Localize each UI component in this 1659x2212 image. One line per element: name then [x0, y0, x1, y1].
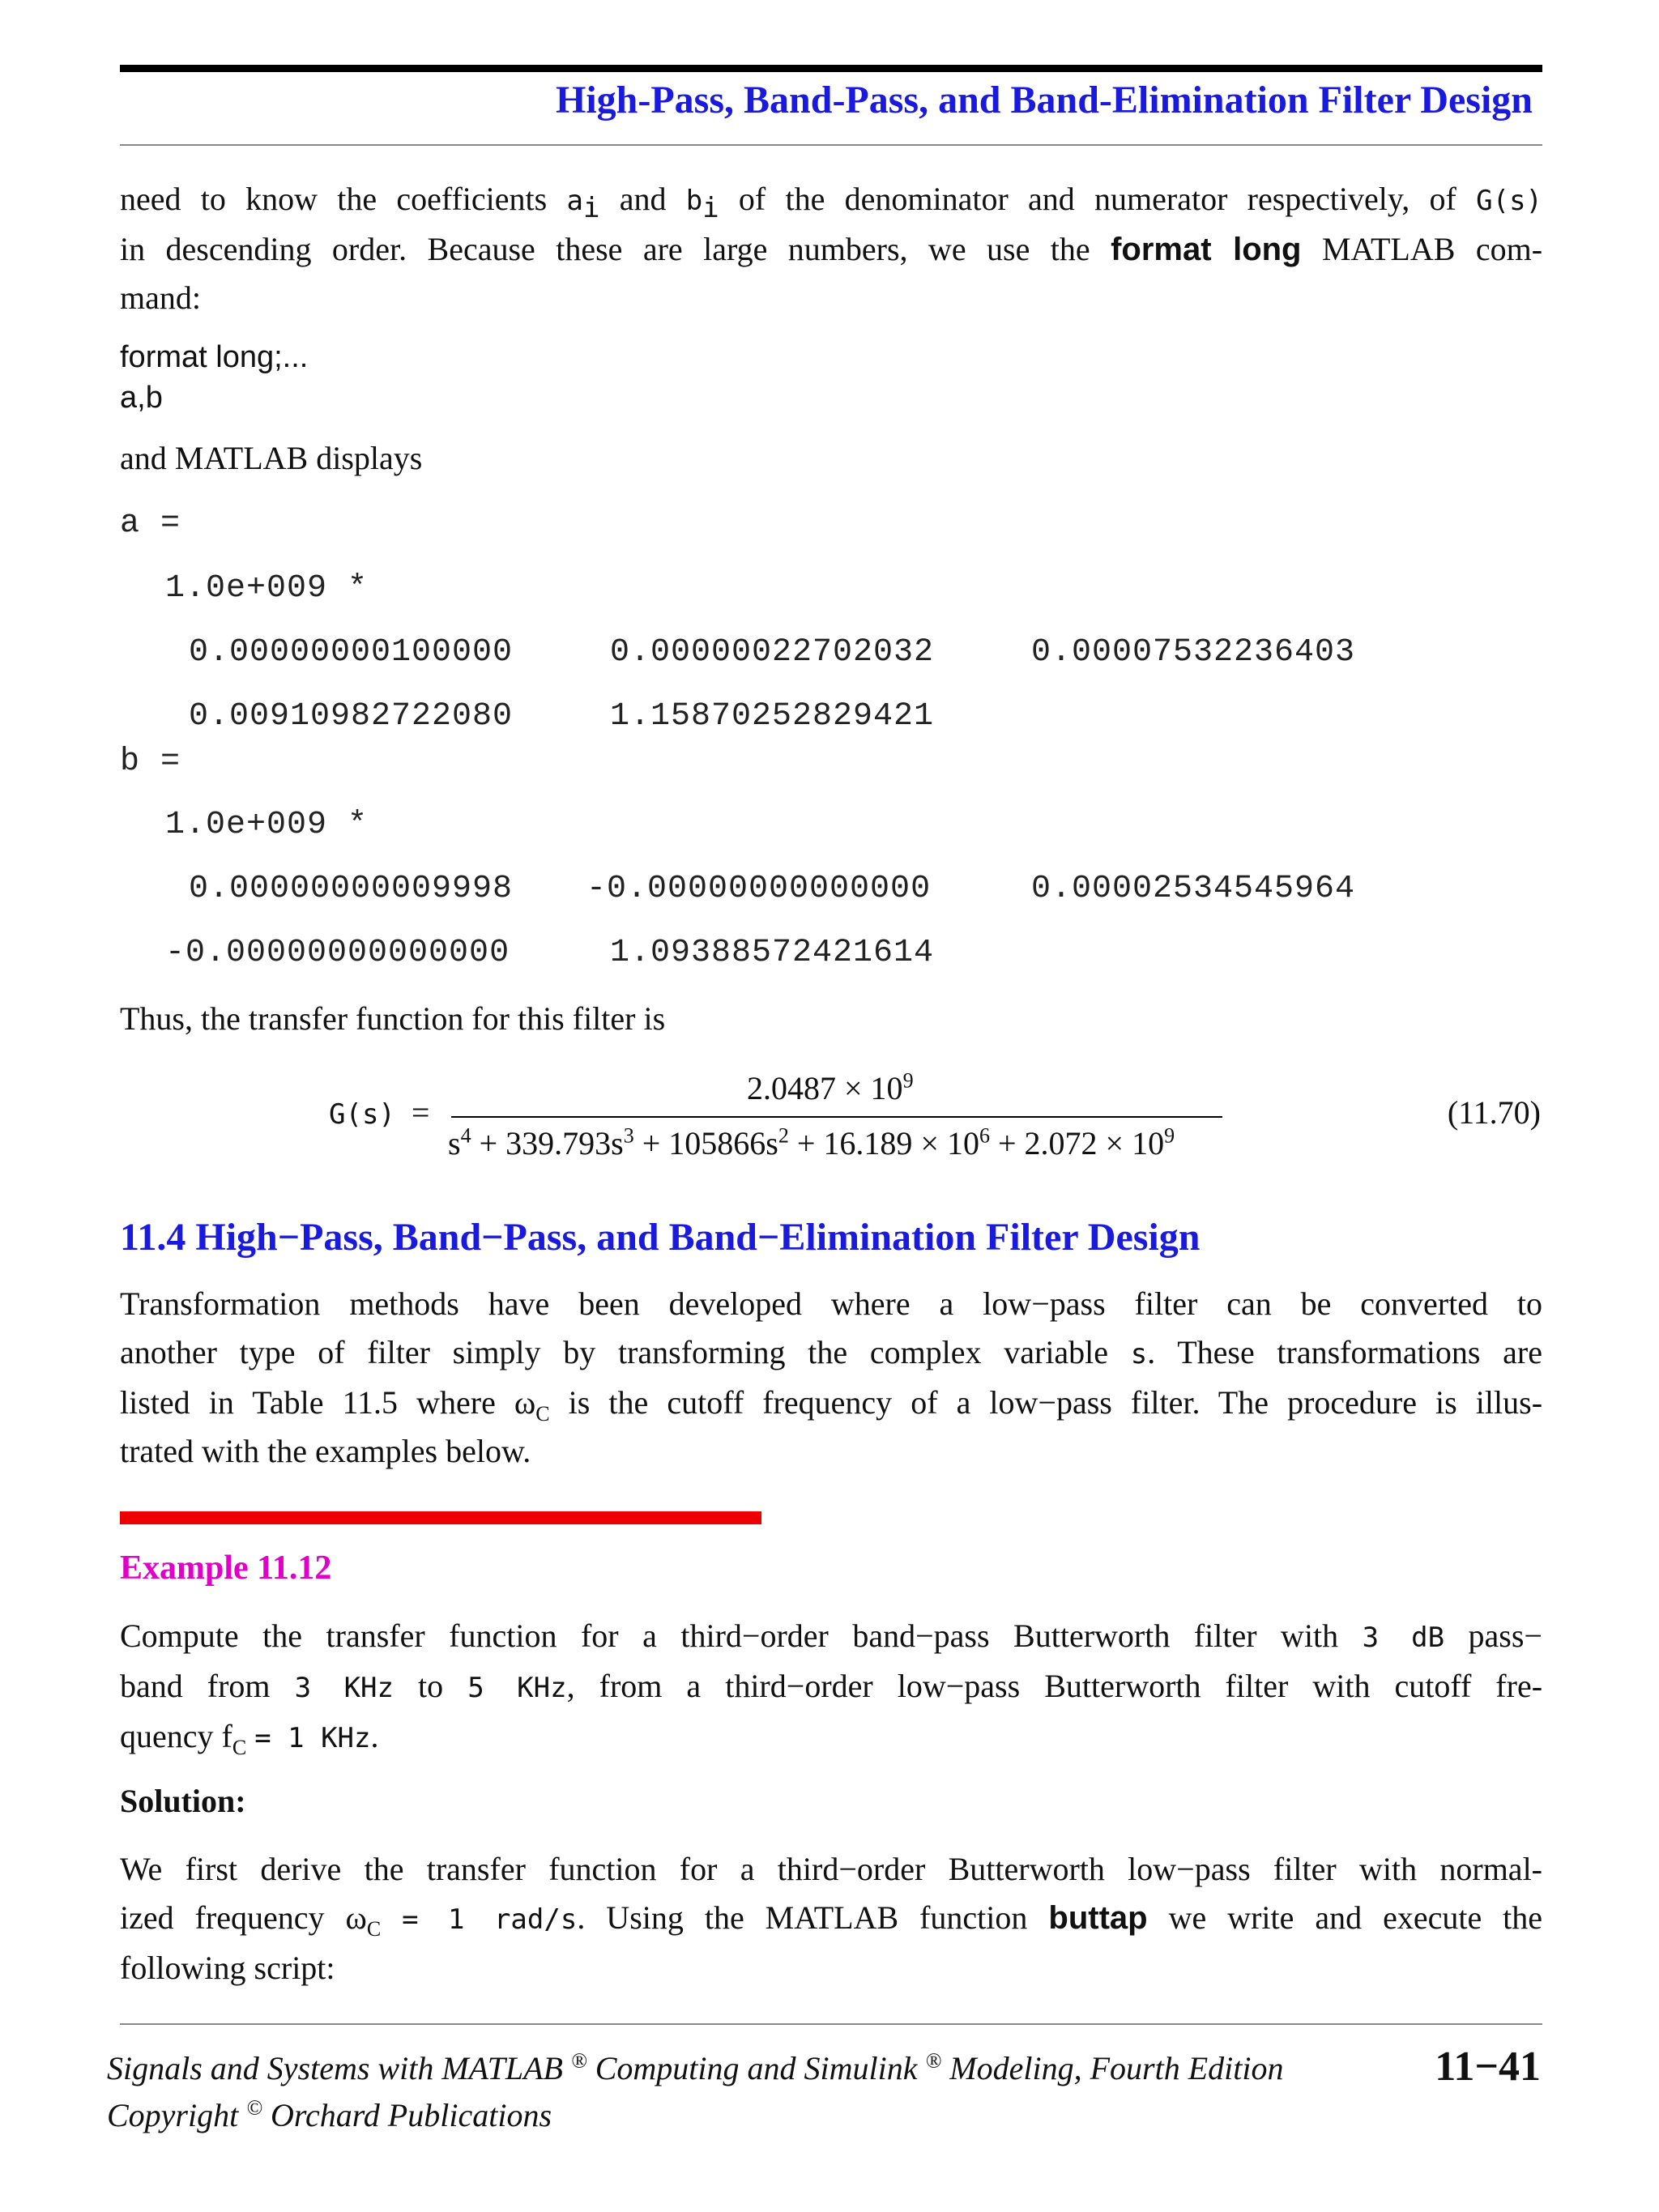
output-b-value: 0.00000000009998 [189, 871, 514, 907]
equation-denominator: $s^4 + 339.793s^3 + 105866s^2 + 16.189 \times 10^6 + 2.072 \times 10^9$ [448, 1123, 1175, 1161]
output-b-scale: 1.0e+009 * [165, 807, 369, 843]
header-top-rule [120, 65, 1542, 72]
footer-rule [120, 2023, 1542, 2025]
section-paragraph [120, 1280, 1542, 1476]
format-long-command: format long [1111, 232, 1302, 267]
section-heading: 11.4 High−Pass, Band−Pass, and Band−Elimination Filter Design [120, 1216, 1201, 1259]
example-line-1: Compute the transfer function for a third−order band−pass Butterworth filter with 3 dB pass− [120, 1617, 1542, 1654]
example-heading: Example 11.12 [120, 1549, 332, 1587]
equation-lhs: G(s) = [329, 1094, 430, 1131]
output-a-scale: 1.0e+009 * [165, 570, 369, 607]
solution-line-3: following script: [120, 1950, 335, 1986]
intro-line-1: need to know the coefficients $a_i$ and $b_i$ of the denominator and numerator respectively, of G(s) [120, 181, 1543, 224]
equation-numerator: $2.0487 \times 10^9$ [747, 1068, 914, 1106]
solution-line-1: We first derive the transfer function for a third−order Butterworth low−pass filter with normal- [120, 1851, 1542, 1887]
matlab-displays-text: and MATLAB displays [120, 440, 423, 476]
output-a-value: 1.15870252829421 [610, 698, 935, 735]
example-paragraph [120, 1612, 1542, 1762]
intro-line-3: mand: [120, 279, 201, 316]
fraction-bar [451, 1116, 1222, 1118]
page-number: 11−41 [1435, 2044, 1541, 2090]
buttap-command: buttap [1048, 1900, 1148, 1936]
section-line-3: listed in Table 11.5 where $\omega_C$ is the cutoff frequency of a low−pass filter. The procedure is illus- [120, 1384, 1543, 1426]
header-bottom-rule [120, 144, 1542, 146]
section-line-1: Transformation methods have been developed where a low−pass filter can be converted to [120, 1285, 1542, 1322]
output-b-label: b = [120, 744, 181, 780]
output-b-value: -0.00000000000000 [586, 871, 932, 907]
output-b-value: -0.00000000000000 [165, 935, 510, 971]
output-b-value: 0.00002534545964 [1031, 871, 1356, 907]
code-line-format-long: format long;... [120, 340, 309, 374]
example-line-2: band from 3 KHz to 5 KHz, from a third−order low−pass Butterworth filter with cutoff fre- [120, 1668, 1543, 1704]
solution-line-2: ized frequency $\omega_C = 1$ rad/s. Using the MATLAB function buttap we write and execute the [120, 1899, 1543, 1941]
code-line-ab: a,b [120, 381, 163, 415]
running-header-title: High-Pass, Band-Pass, and Band-Elimination Filter Design [556, 79, 1533, 121]
intro-line-2: in descending order. Because these are large numbers, we use the format long MATLAB com- [120, 231, 1543, 267]
output-a-value: 0.00000000100000 [189, 634, 514, 671]
output-a-label: a = [120, 505, 181, 542]
example-divider-bar [120, 1511, 761, 1524]
footer-book-title: Signals and Systems with MATLAB ® Computing and Simulink ® Modeling, Fourth Edition [107, 2048, 1284, 2086]
solution-heading: Solution: [120, 1783, 246, 1819]
solution-paragraph [120, 1845, 1542, 1993]
equation-number: (11.70) [1447, 1094, 1541, 1131]
output-a-value: 0.00007532236403 [1031, 634, 1356, 671]
footer-copyright: Copyright © Orchard Publications [107, 2095, 552, 2133]
intro-paragraph [120, 175, 1542, 322]
section-line-2: another type of filter simply by transforming the complex variable s. These transformations are [120, 1334, 1543, 1370]
thus-text: Thus, the transfer function for this filter is [120, 1000, 666, 1037]
output-b-value: 1.09388572421614 [610, 935, 935, 971]
section-line-4: trated with the examples below. [120, 1433, 531, 1469]
output-a-value: 0.00000022702032 [610, 634, 935, 671]
output-a-value: 0.00910982722080 [189, 698, 514, 735]
example-line-3: quency $f_C = 1$ KHz. [120, 1718, 379, 1759]
